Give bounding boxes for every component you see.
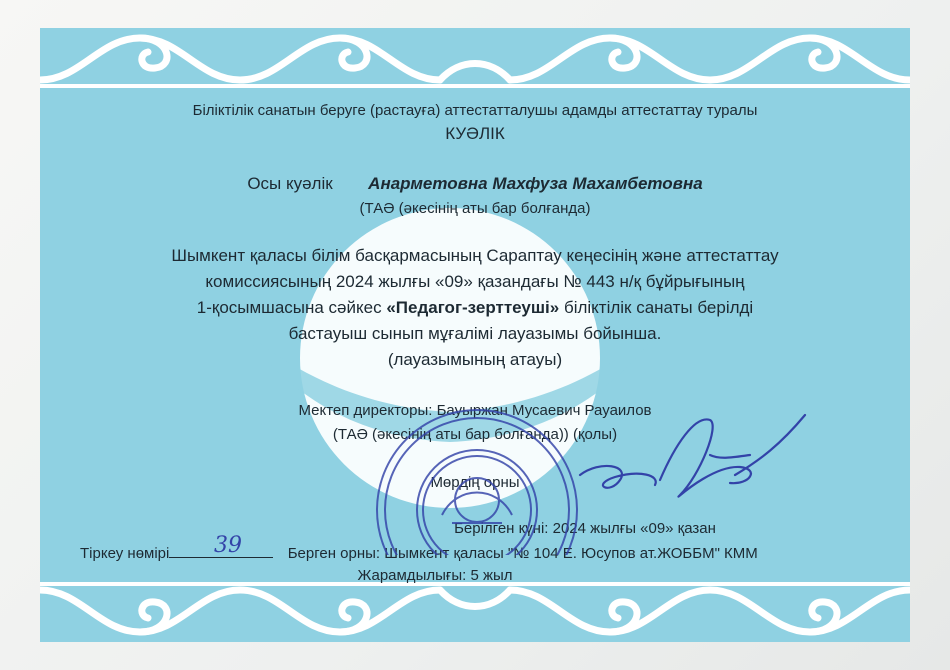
document-title: КУӘЛІК [445,124,505,143]
qualification-category: «Педагог-зерттеуші» [386,298,560,317]
body-line-3-start: 1-қосымшасына сәйкес [196,298,382,317]
body-line-2: комиссиясының 2024 жылғы «09» қазандағы № 443 н/қ бұйрығының [205,272,745,291]
position-caption: (лауазымының атауы) [387,350,563,369]
director-signature [560,405,820,525]
registration-label: Тіркеу нөмірі [80,545,170,562]
seal-place: Мөрдің орны [430,474,520,491]
body-line-1: Шымкент қаласы білім басқармасының Сараптау кеңесінің және аттестаттау [171,246,779,265]
issue-date: Берілген күні: 2024 жылғы «09» қазан [454,520,716,537]
holder-name: Анарметовна Махфуза Махамбетовна [368,174,703,193]
body-line-3 [40,298,910,318]
name-caption: (ТАӘ (әкесінің аты бар болғанда) [359,200,591,217]
director-line: Мектеп директоры: Бауыржан Мусаевич Рауаилов [298,402,652,419]
bottom-ornament-band [40,582,910,642]
registration-number: 39 [214,533,242,558]
official-seal-stamp [372,405,582,555]
position-line: бастауыш сынып мұғалімі лауазымы бойынша. [288,324,662,343]
issued-to-prefix: Осы куәлік [247,174,333,193]
validity: Жарамдылығы: 5 жыл [357,567,513,584]
issuer-line: Берген орны: Шымкент қаласы "№ 104 Е. Юсупов ат.ЖОББМ" КММ [287,545,758,562]
director-caption: (ТАӘ (әкесінің аты бар болғанда)) (қолы) [332,426,618,443]
body-line-3-end: біліктілік санаты берілді [563,298,754,317]
holder-line [40,174,910,194]
document-heading: Біліктілік санатын беруге (растауға) аттестатталушы адамды аттестаттау туралы [192,102,758,119]
